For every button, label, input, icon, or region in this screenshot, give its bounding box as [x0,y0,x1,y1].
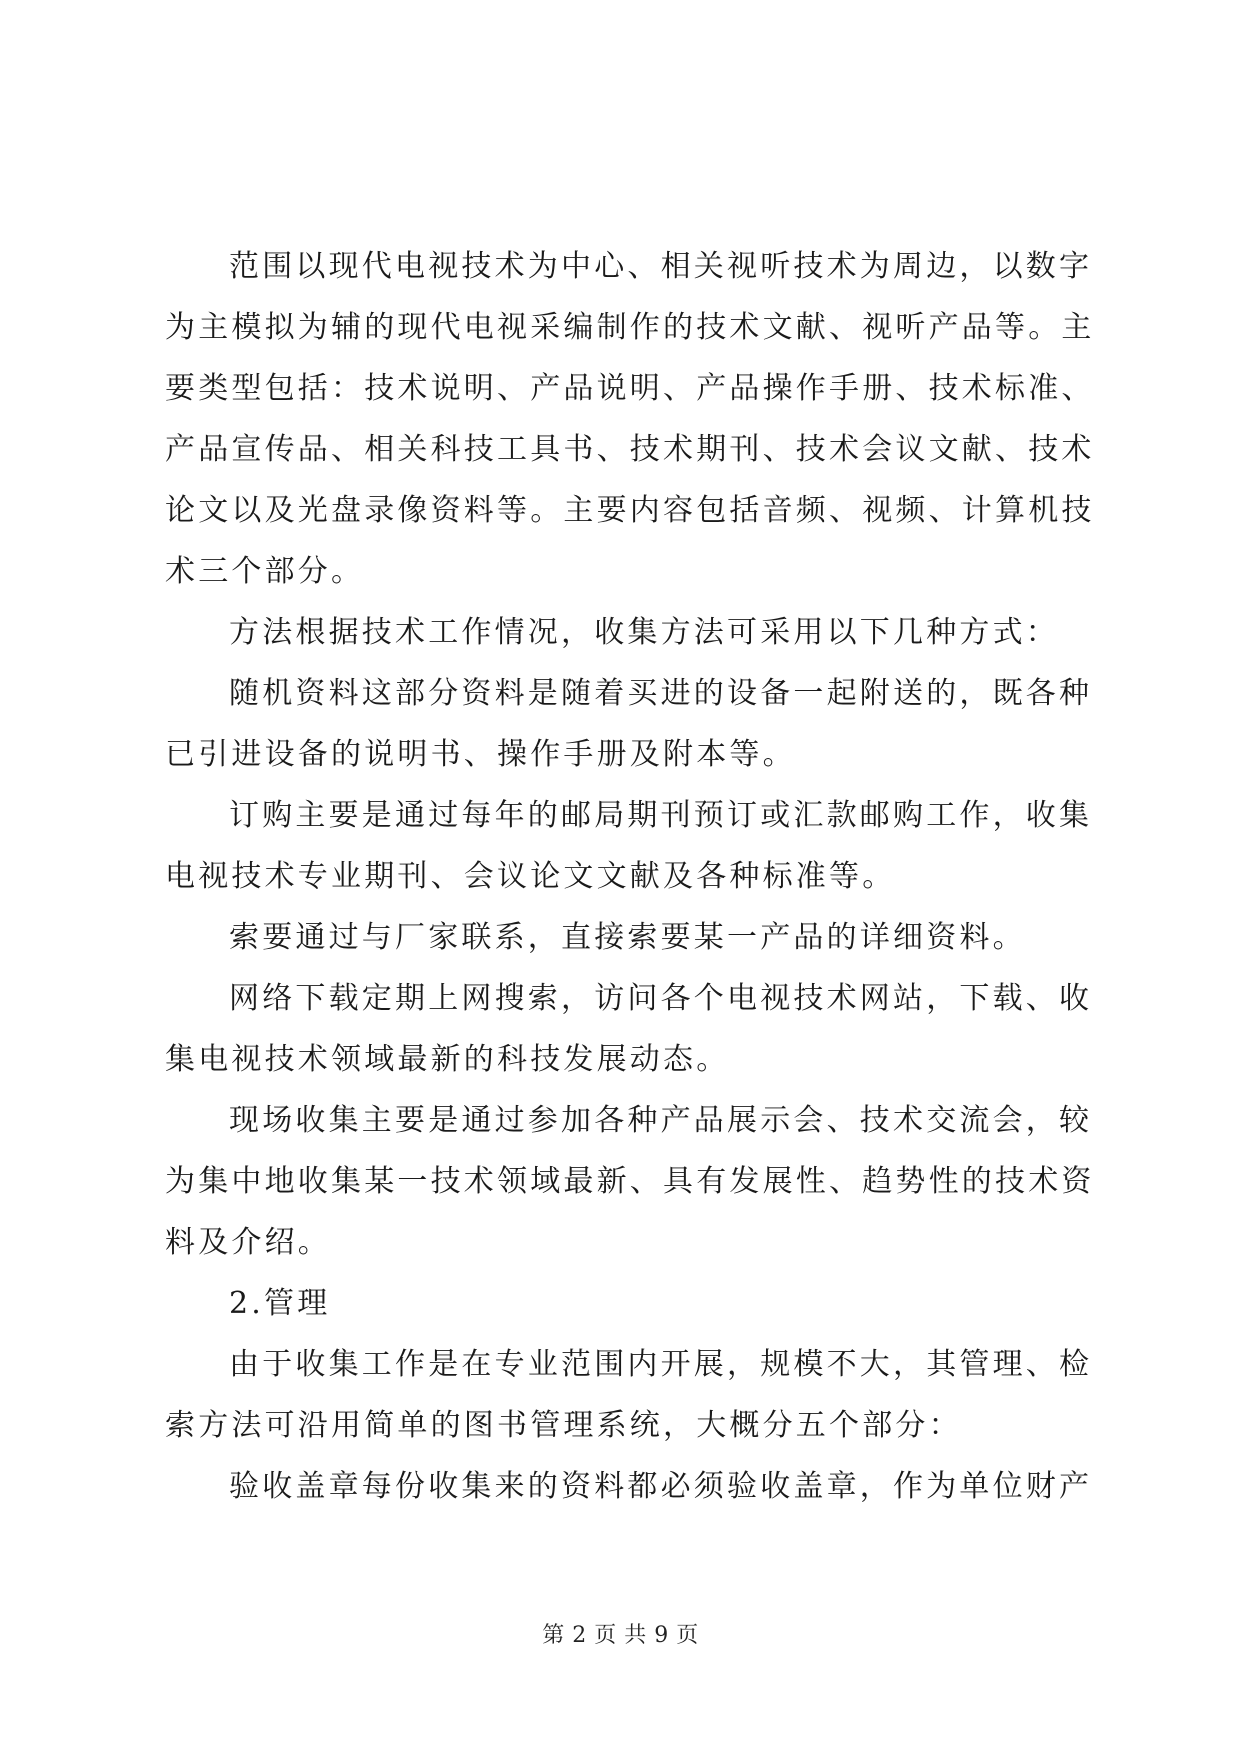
paragraph-management-intro [165,1334,1093,1456]
text-line: 产品宣传品、相关科技工具书、技术期刊、技术会议文献、技术 [165,432,1095,467]
text-line: 随机资料这部分资料是随着买进的设备一起附送的，既各种 [229,676,1093,711]
page-number-footer: 第 2 页 共 9 页 [542,1623,699,1648]
text-line: 论文以及光盘录像资料等。主要内容包括音频、视频、计算机技 [165,493,1095,528]
text-line: 网络下载定期上网搜索，访问各个电视技术网站，下载、收 [229,981,1093,1016]
text-line: 集电视技术领域最新的科技发展动态。 [165,1042,730,1077]
text-line: 范围以现代电视技术为中心、相关视听技术为周边，以数字 [229,249,1093,284]
text-line: 2.管理 [229,1286,331,1321]
paragraph-ordering [165,785,1093,907]
text-line: 已引进设备的说明书、操作手册及附本等。 [165,737,796,772]
text-line: 验收盖章每份收集来的资料都必须验收盖章，作为单位财产 [229,1469,1093,1504]
paragraph-onsite-collection [165,1090,1095,1273]
paragraph-random-material [165,663,1093,785]
text-line: 电视技术专业期刊、会议论文文献及各种标准等。 [165,859,896,894]
text-line: 现场收集主要是通过参加各种产品展示会、技术交流会，较 [229,1103,1093,1138]
text-line: 索方法可沿用简单的图书管理系统，大概分五个部分： [165,1408,962,1443]
paragraph-scope [165,236,1095,602]
paragraph-acceptance-stamp [165,1456,1093,1517]
text-line: 索要通过与厂家联系，直接索要某一产品的详细资料。 [229,920,1026,955]
paragraph-request [165,907,1090,968]
paragraph-method [165,602,1090,663]
document-body [165,236,1095,1517]
text-line: 方法根据技术工作情况，收集方法可采用以下几种方式： [229,615,1059,650]
text-line: 术三个部分。 [165,554,365,589]
text-line: 为主模拟为辅的现代电视采编制作的技术文献、视听产品等。主 [165,310,1095,345]
text-line: 为集中地收集某一技术领域最新、具有发展性、趋势性的技术资 [165,1164,1095,1199]
text-line: 由于收集工作是在专业范围内开展，规模不大，其管理、检 [229,1347,1093,1382]
paragraph-download [165,968,1093,1090]
text-line: 订购主要是通过每年的邮局期刊预订或汇款邮购工作，收集 [229,798,1093,833]
text-line: 要类型包括：技术说明、产品说明、产品操作手册、技术标准、 [165,371,1095,406]
text-line: 料及介绍。 [165,1225,331,1260]
section-heading-management [165,1273,1090,1334]
